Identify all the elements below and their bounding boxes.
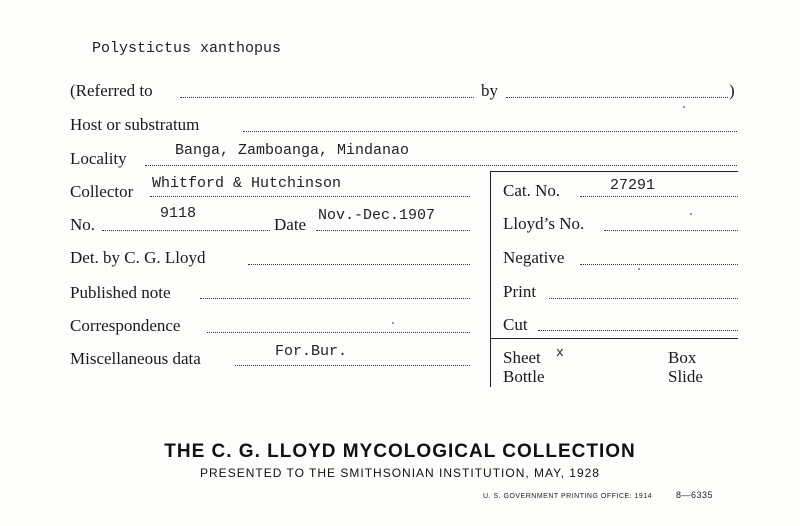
correspondence-line [207, 332, 470, 333]
print-line [549, 298, 738, 299]
catalog-box-border [490, 171, 491, 387]
cat-no-label: Cat. No. [503, 181, 561, 200]
negative-line [580, 264, 738, 265]
sheet-label: Sheet [503, 348, 541, 367]
species-name: Polystictus xanthopus [92, 40, 282, 57]
no-label: No. [70, 215, 96, 234]
published-note-label: Published note [70, 283, 171, 302]
paper-speck [392, 322, 394, 324]
by-line [506, 97, 728, 98]
slide-label: Slide [668, 367, 703, 386]
published-note-line [200, 298, 470, 299]
misc-data-line [235, 365, 470, 366]
cut-label: Cut [503, 315, 528, 334]
host-line [243, 131, 737, 132]
host-label: Host or substratum [70, 115, 200, 134]
date-line [316, 230, 470, 231]
locality-value: Banga, Zamboanga, Mindanao [175, 142, 410, 159]
paper-speck [683, 106, 685, 108]
close-paren: ) [729, 81, 735, 100]
correspondence-label: Correspondence [70, 316, 181, 335]
no-value: 9118 [160, 205, 197, 222]
collection-title: THE C. G. LLOYD MYCOLOGICAL COLLECTION [164, 441, 636, 462]
printer-imprint: U. S. GOVERNMENT PRINTING OFFICE: 1914 [483, 493, 653, 500]
collection-subtitle: PRESENTED TO THE SMITHSONIAN INSTITUTION, MAY, 1928 [200, 466, 600, 480]
cut-line [538, 330, 738, 331]
box-label: Box [668, 348, 697, 367]
det-by-line [248, 264, 470, 265]
paper-speck [638, 268, 640, 270]
sheet-mark: x [556, 345, 564, 360]
no-line [102, 230, 270, 231]
print-label: Print [503, 282, 537, 301]
locality-label: Locality [70, 149, 127, 168]
collector-label: Collector [70, 182, 134, 201]
collector-line [150, 196, 470, 197]
negative-label: Negative [503, 248, 565, 267]
locality-line [145, 165, 737, 166]
collector-value: Whitford & Hutchinson [152, 175, 342, 192]
catalog-box-top [490, 171, 738, 172]
date-value: Nov.-Dec.1907 [318, 207, 436, 224]
date-label: Date [274, 215, 307, 234]
cat-no-value: 27291 [610, 177, 656, 194]
referred-to-label: (Referred to [70, 81, 153, 100]
referred-to-line [180, 97, 474, 98]
box-divider [490, 338, 738, 339]
misc-data-value: For.Bur. [275, 343, 348, 360]
bottle-label: Bottle [503, 367, 545, 386]
form-number: 8—6335 [676, 490, 714, 500]
cat-no-line [580, 196, 738, 197]
misc-data-label: Miscellaneous data [70, 349, 201, 368]
paper-speck [690, 213, 692, 215]
by-label: by [481, 81, 498, 100]
lloyds-no-line [604, 230, 738, 231]
lloyds-no-label: Lloyd’s No. [503, 214, 585, 233]
det-by-label: Det. by C. G. Lloyd [70, 248, 206, 267]
